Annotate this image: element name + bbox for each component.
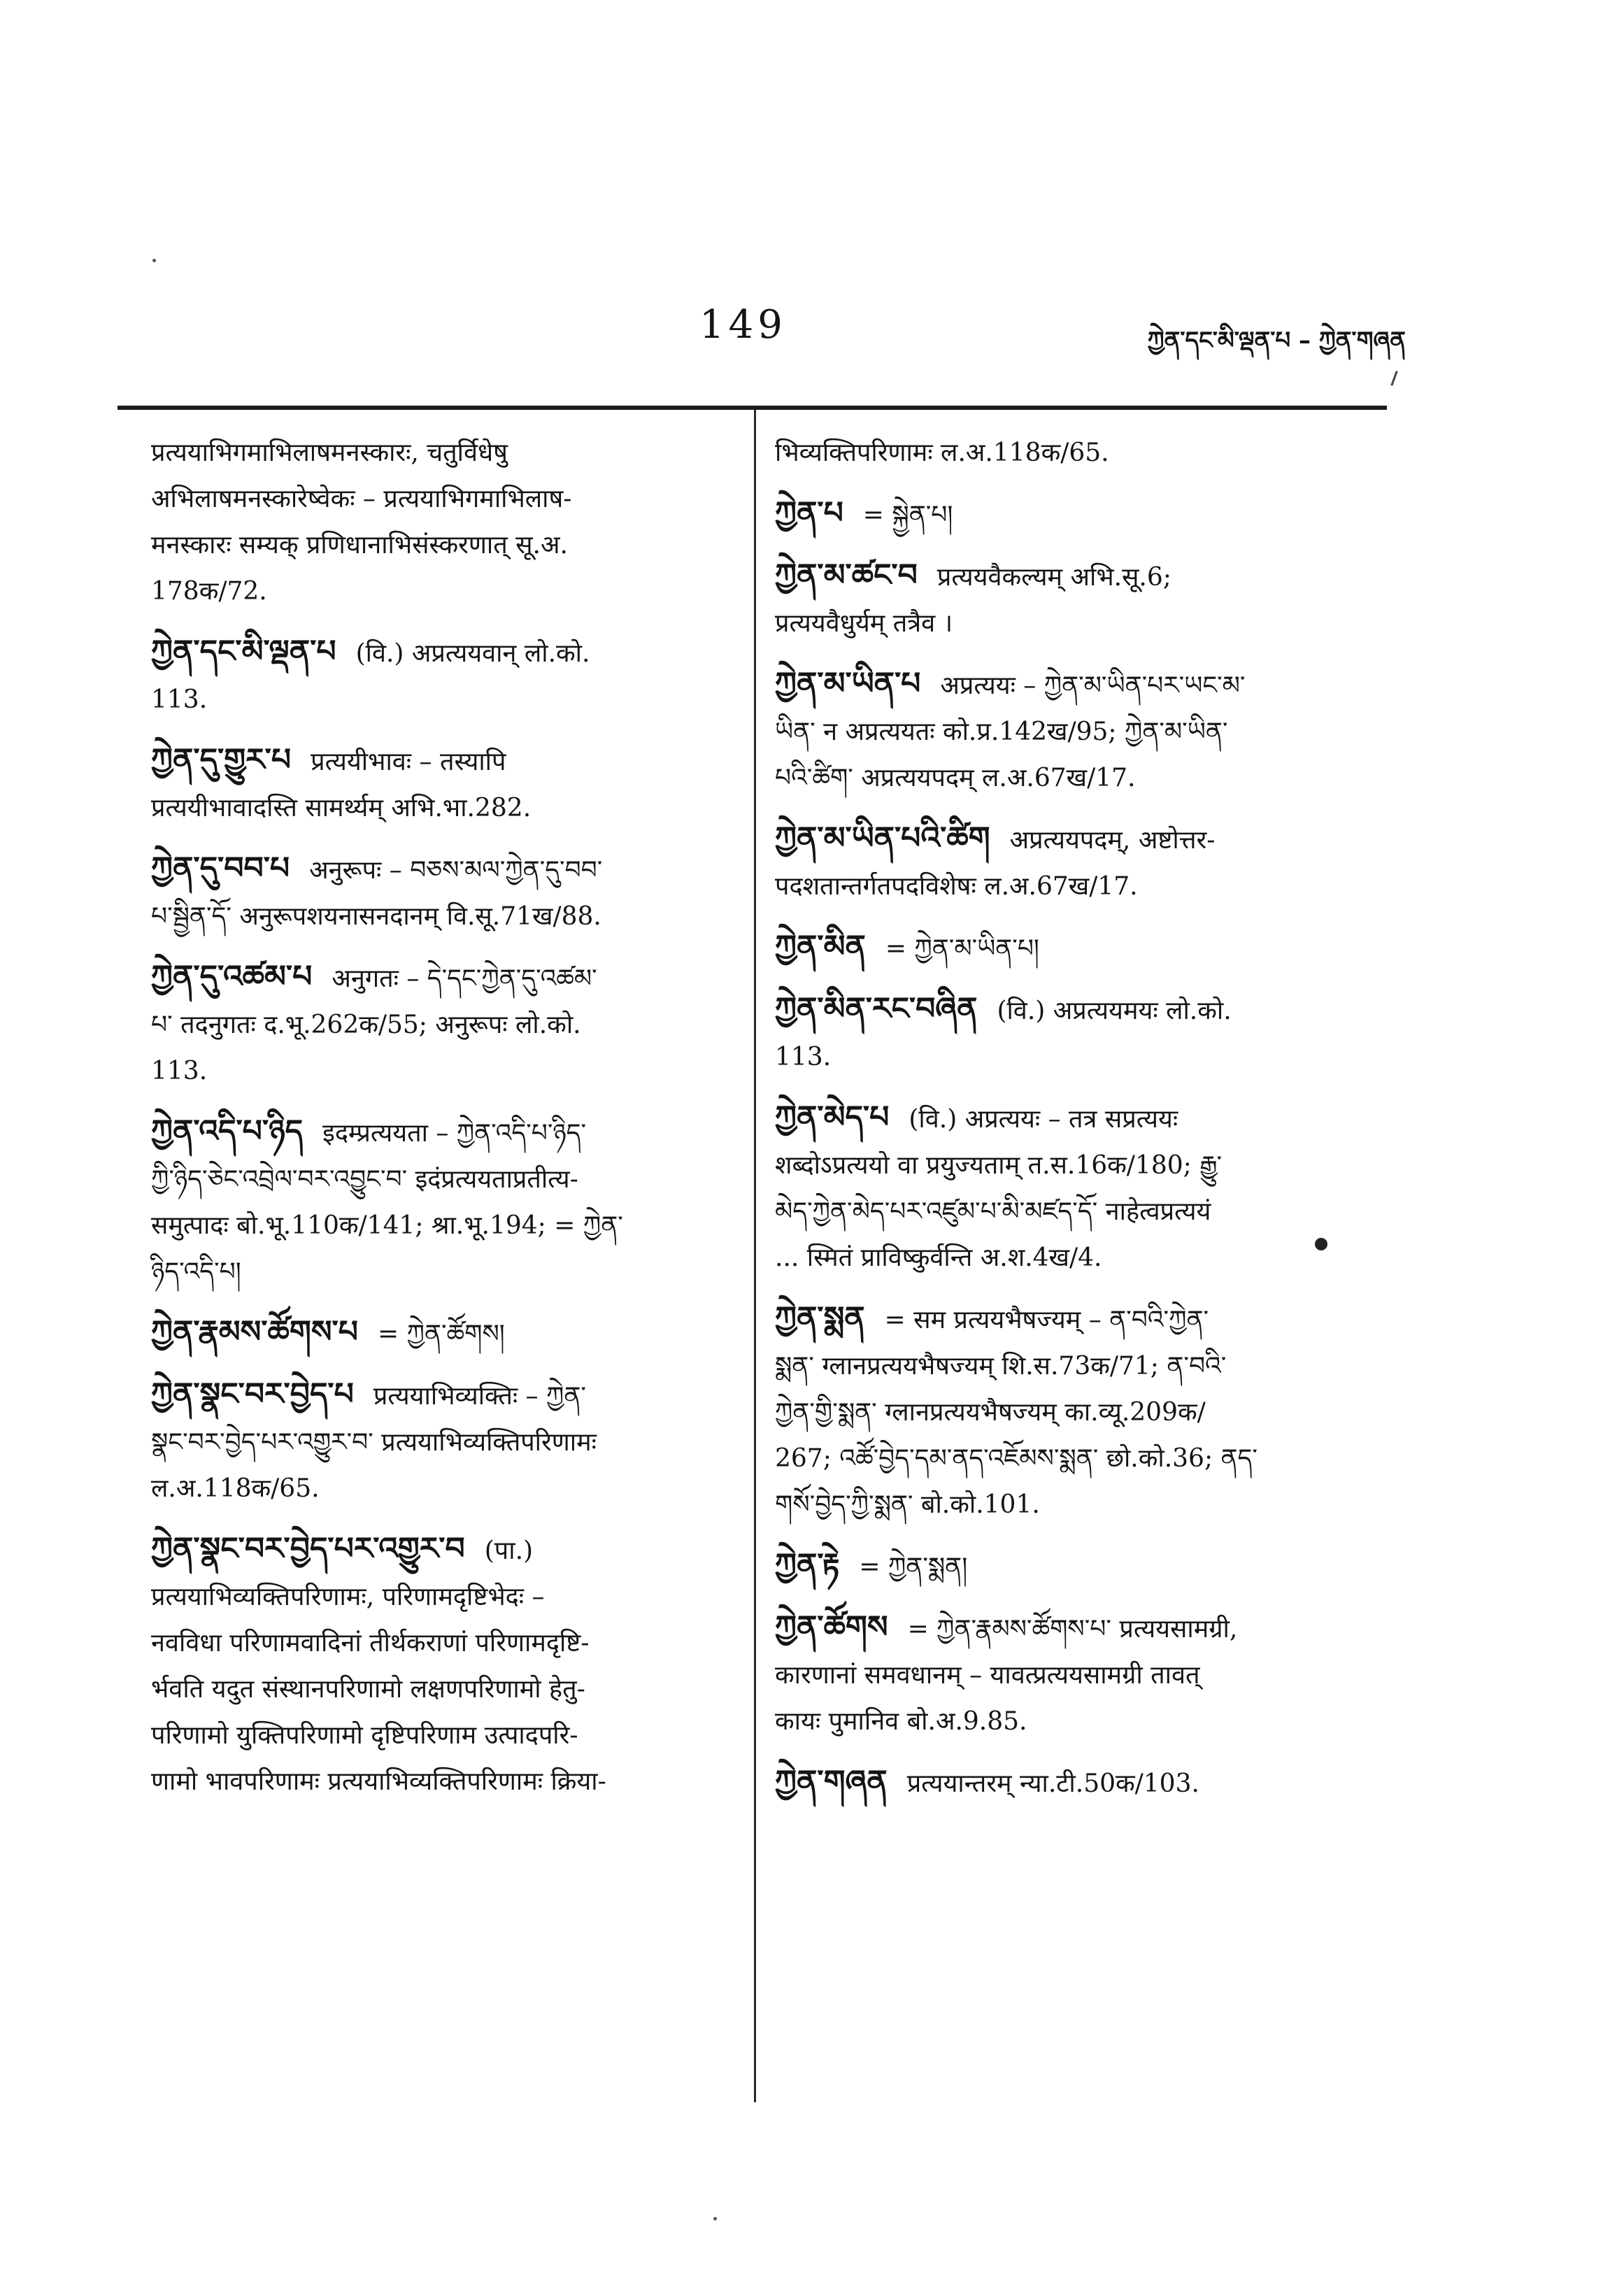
entry-text: མེད་ཀྱེན་མེད་པར་འཛུམ་པ་མི་མཛད་དོ་ नाहेत्वप्रत्ययं	[775, 1197, 1211, 1226]
entry-text: अनुरूपः – བཅས་མལ་ཀྱེན་དུ་བབ་	[309, 856, 603, 885]
headword: ཀྱེན་མ་ཡིན་པའི་ཚིག	[775, 820, 990, 856]
entry-text: 267; འཚོ་བྱེད་དམ་ནད་འཇོམས་སྨན་ छो.को.36; ནད་	[775, 1444, 1258, 1473]
entry-text: གསོ་བྱེད་ཀྱི་སྨན་ बो.को.101.	[775, 1490, 1040, 1519]
entry-text: प्रत्ययवैधुर्यम् तत्रैव ।	[775, 609, 953, 638]
entry-text: = ཀྱེན་རྣམས་ཚོགས་པ་ प्रत्ययसामग्री,	[907, 1615, 1238, 1643]
entry-line	[775, 1094, 1390, 1143]
dictionary-entry	[775, 490, 1390, 539]
entry-text: प्रत्ययीभावादस्ति सामर्थ्यम् अभि.भा.282.	[151, 794, 532, 822]
dictionary-entry	[775, 1604, 1390, 1745]
entry-text: 113.	[151, 1057, 208, 1085]
entry-text: प्रत्ययीभावः – तस्यापि	[311, 748, 506, 776]
entry-line	[151, 1667, 718, 1713]
entry-text: परिणामो युक्तिपरिणामो दृष्टिपरिणाम उत्पादपरि-	[151, 1721, 578, 1750]
speck-top-left	[152, 259, 156, 262]
entry-text: प्रत्ययाभिव्यक्तिः – ཀྱེན་	[373, 1382, 586, 1411]
entry-line	[151, 1309, 718, 1357]
page-number: 149	[699, 302, 787, 348]
entry-text: प्रत्ययाभिगमाभिलाषमनस्कारः, चतुर्विधेषु	[151, 438, 508, 467]
entry-text: नवविधा परिणामवादिनां तीर्थकराणां परिणामदृष्टि-	[151, 1629, 590, 1657]
entry-text: པ་ तदनुगतः द.भू.262क/55; अनुरूपः लो.को.	[151, 1011, 581, 1039]
dictionary-entry	[151, 430, 718, 615]
speck-bottom	[713, 2217, 717, 2220]
entry-line	[775, 1436, 1390, 1482]
entry-text: णामो भावपरिणामः प्रत्ययाभिव्यक्तिपरिणामः क्रिया-	[151, 1767, 606, 1796]
entry-line	[775, 1699, 1390, 1745]
headword: ཀྱེན་དུ་བབ་པ	[151, 850, 290, 886]
entry-text: कायः पुमानिव बो.अ.9.85.	[775, 1707, 1027, 1736]
entry-line	[151, 894, 718, 940]
entry-line	[151, 1002, 718, 1048]
entry-line	[775, 1542, 1390, 1590]
entry-text: (वि.) अप्रत्ययमयः लो.को.	[997, 997, 1232, 1025]
entry-text: ल.अ.118क/65.	[151, 1474, 320, 1503]
entry-text: 113.	[151, 685, 208, 714]
dictionary-entry	[775, 1094, 1390, 1281]
entry-line	[151, 1466, 718, 1512]
entry-line	[775, 864, 1390, 910]
entry-line	[151, 1371, 718, 1420]
headword: ཀྱེན་སྨན	[775, 1300, 865, 1336]
entry-text: प्रत्ययाभिव्यक्तिपरिणामः, परिणामदृष्टिभेदः –	[151, 1583, 545, 1611]
headword: ཀྱེན་རྣམས་ཚོགས་པ	[151, 1314, 358, 1350]
dictionary-entry	[775, 1295, 1390, 1528]
entry-text: = सम प्रत्ययभैषज्यम् – ན་བའི་ཀྱེན་	[884, 1306, 1209, 1334]
entry-line	[151, 1713, 718, 1759]
entry-text: = ཀྱེན་སྨན།	[859, 1553, 968, 1581]
entry-text: (पा.)	[484, 1536, 534, 1565]
entry-line	[775, 1235, 1390, 1281]
entry-line	[775, 709, 1390, 755]
entry-line	[775, 1653, 1390, 1699]
entry-text: पदशतान्तर्गतपदविशेषः ल.अ.67ख/17.	[775, 872, 1138, 901]
entry-line	[151, 1420, 718, 1466]
entry-text: = ཀྱེན་མ་ཡིན་པ།	[885, 934, 1039, 963]
entry-text: र्भवति यदुत संस्थानपरिणामो लक्षणपरिणामो हेतु-	[151, 1675, 585, 1704]
headword: ཀྱེན་སྣང་བར་བྱེད་པར་འགྱུར་བ	[151, 1531, 465, 1567]
entry-text: समुत्पादः बो.भू.110क/141; श्रा.भू.194; = ཀྱེན་	[151, 1211, 623, 1240]
entry-text: अप्रत्ययः – ཀྱེན་མ་ཡིན་པར་ཡང་མ་	[940, 671, 1246, 700]
headword: ཀྱེན་འདི་པ་ཉིད	[151, 1113, 304, 1149]
column-divider	[754, 410, 756, 2102]
dictionary-entry	[775, 1542, 1390, 1590]
entry-text: कारणानां समवधानम् – यावत्प्रत्ययसामग्री तावत्	[775, 1661, 1200, 1690]
entry-line	[775, 601, 1390, 647]
entry-text: इदम्प्रत्ययता – ཀྱེན་འདི་པ་ཉིད་	[322, 1119, 587, 1148]
entry-text: པ་སྦྱིན་དོ་ अनुरूपशयनासनदानम् वि.सू.71ख/88.	[151, 902, 601, 931]
entry-line	[151, 522, 718, 569]
headword: ཀྱེན་མེད་པ	[775, 1099, 890, 1135]
dictionary-entry	[775, 661, 1390, 801]
dictionary-entry	[151, 846, 718, 940]
entry-line	[151, 1620, 718, 1667]
entry-line	[775, 1482, 1390, 1528]
entry-line	[775, 815, 1390, 864]
entry-line	[151, 785, 718, 832]
entry-text: (वि.) अप्रत्ययवान् लो.को.	[355, 639, 590, 668]
entry-text: སྣང་བར་བྱེད་པར་འགྱུར་བ་ प्रत्ययाभिव्यक्तिपरिणामः	[151, 1428, 597, 1457]
entry-line	[775, 1034, 1390, 1081]
entry-text: ཡིན་ न अप्रत्ययतः को.प्र.142ख/95; ཀྱེན་མ་ཡིན་	[775, 718, 1228, 746]
entry-line	[151, 1574, 718, 1620]
entry-text: शब्दोऽप्रत्ययो वा प्रयुज्यताम् त.स.16क/180; རྒྱུ་	[775, 1151, 1223, 1180]
entry-line	[151, 1203, 718, 1249]
entry-text: अभिलाषमनस्कारेष्वेकः – प्रत्ययाभिगमाभिलाष-	[151, 485, 572, 513]
headword: ཀྱེན་རྟེ	[775, 1547, 840, 1583]
entry-line	[151, 1048, 718, 1094]
entry-line	[151, 476, 718, 522]
entry-text: भिव्यक्तिपरिणामः ल.अ.118क/65.	[775, 438, 1109, 467]
entry-line	[151, 569, 718, 615]
dictionary-entry	[151, 954, 718, 1094]
entry-line	[151, 846, 718, 894]
entry-line	[151, 629, 718, 677]
entry-text: པའི་ཚིག་ अप्रत्ययपदम् ल.अ.67ख/17.	[775, 764, 1136, 792]
entry-text: ཀྱི་ཉིད་ཅེང་འབྲེལ་བར་འབྱུང་བ་ इदंप्रत्ययताप्रतीत्य-	[151, 1165, 578, 1194]
entry-line	[775, 1759, 1390, 1807]
header-rule	[117, 406, 1387, 410]
headword: ཀྱེན་སྣང་བར་བྱེད་པ	[151, 1376, 354, 1412]
dictionary-entry	[151, 1526, 718, 1805]
dictionary-entry	[151, 629, 718, 723]
entry-line	[775, 1143, 1390, 1189]
entry-line	[775, 924, 1390, 972]
entry-line	[151, 1157, 718, 1203]
entry-line	[151, 1108, 718, 1157]
entry-text: मनस्कारः सम्यक् प्रणिधानाभिसंस्करणात् सू.अ.	[151, 531, 568, 559]
entry-text: प्रत्ययान्तरम् न्या.टी.50क/103.	[906, 1769, 1199, 1798]
entry-line	[151, 1526, 718, 1574]
entry-text: = ཀྱེན་ཚོགས།	[378, 1320, 505, 1348]
entry-line	[151, 430, 718, 476]
headword: ཀྱེན་ཚོགས	[775, 1609, 888, 1645]
entry-text: སྨན་ ग्लानप्रत्ययभैषज्यम् शि.स.73क/71; ན་བའི་	[775, 1352, 1227, 1381]
dictionary-entry	[775, 430, 1390, 476]
dictionary-entry	[775, 552, 1390, 647]
entry-line	[775, 1390, 1390, 1436]
entry-line	[775, 552, 1390, 601]
dictionary-entry	[151, 1371, 718, 1512]
entry-line	[775, 1189, 1390, 1235]
entry-line	[775, 1295, 1390, 1343]
headword: ཀྱེན་མ་ཚང་བ	[775, 557, 918, 593]
entry-text: अनुगतः – དེ་དང་ཀྱེན་དུ་འཚམ་	[332, 964, 597, 993]
entry-line	[775, 986, 1390, 1034]
entry-text: ཉིད་འདི་པ།	[151, 1257, 241, 1286]
headword: ཀྱེན་དང་མི་ལྡན་པ	[151, 634, 336, 669]
entry-line	[151, 677, 718, 723]
entry-text: 113.	[775, 1043, 832, 1071]
headword: ཀྱེན་དུ་འཚམ་པ	[151, 959, 313, 994]
entry-text: ... स्मितं प्राविष्कुर्वन्ति अ.श.4ख/4.	[775, 1243, 1102, 1272]
headword: ཀྱེན་གཞན	[775, 1764, 888, 1799]
entry-text: अप्रत्ययपदम्, अष्टोत्तर-	[1009, 826, 1216, 855]
entry-line	[775, 661, 1390, 709]
dictionary-entry	[151, 1309, 718, 1357]
entry-text: (वि.) अप्रत्ययः – तत्र सप्रत्ययः	[909, 1105, 1178, 1134]
entry-text: ཀྱེན་གྱི་སྨན་ ग्लानप्रत्ययभैषज्यम् का.व्यू.209क/	[775, 1398, 1206, 1427]
headword: ཀྱེན་མིན་རང་བཞིན	[775, 991, 978, 1027]
dictionary-entry	[775, 924, 1390, 972]
entry-line	[775, 430, 1390, 476]
dictionary-entry	[775, 815, 1390, 910]
entry-line	[775, 490, 1390, 539]
dictionary-entry	[151, 737, 718, 832]
dictionary-entry	[775, 1759, 1390, 1807]
right-column	[775, 430, 1390, 1821]
entry-line	[775, 1604, 1390, 1653]
headword: ཀྱེན་མིན	[775, 929, 866, 964]
entry-line	[151, 1249, 718, 1295]
headword: ཀྱེན་པ	[775, 495, 843, 531]
dictionary-entry	[151, 1108, 718, 1295]
headword: ཀྱེན་དུ་གྱུར་པ	[151, 742, 292, 778]
dictionary-entry	[775, 986, 1390, 1081]
entry-line	[775, 755, 1390, 801]
entry-line	[775, 1343, 1390, 1390]
entry-text: 178क/72.	[151, 577, 267, 606]
entry-line	[151, 1759, 718, 1805]
entry-line	[151, 737, 718, 785]
headword: ཀྱེན་མ་ཡིན་པ	[775, 666, 921, 701]
entry-text: प्रत्ययवैकल्यम् अभि.सू.6;	[936, 563, 1171, 592]
entry-line	[151, 954, 718, 1002]
left-column	[151, 430, 718, 1819]
entry-text: = སྐྱེན་པ།	[862, 501, 953, 529]
running-head: ཀྱེན་དང་མི་ལྡན་པ – ཀྱེན་གཞན	[1147, 327, 1406, 355]
